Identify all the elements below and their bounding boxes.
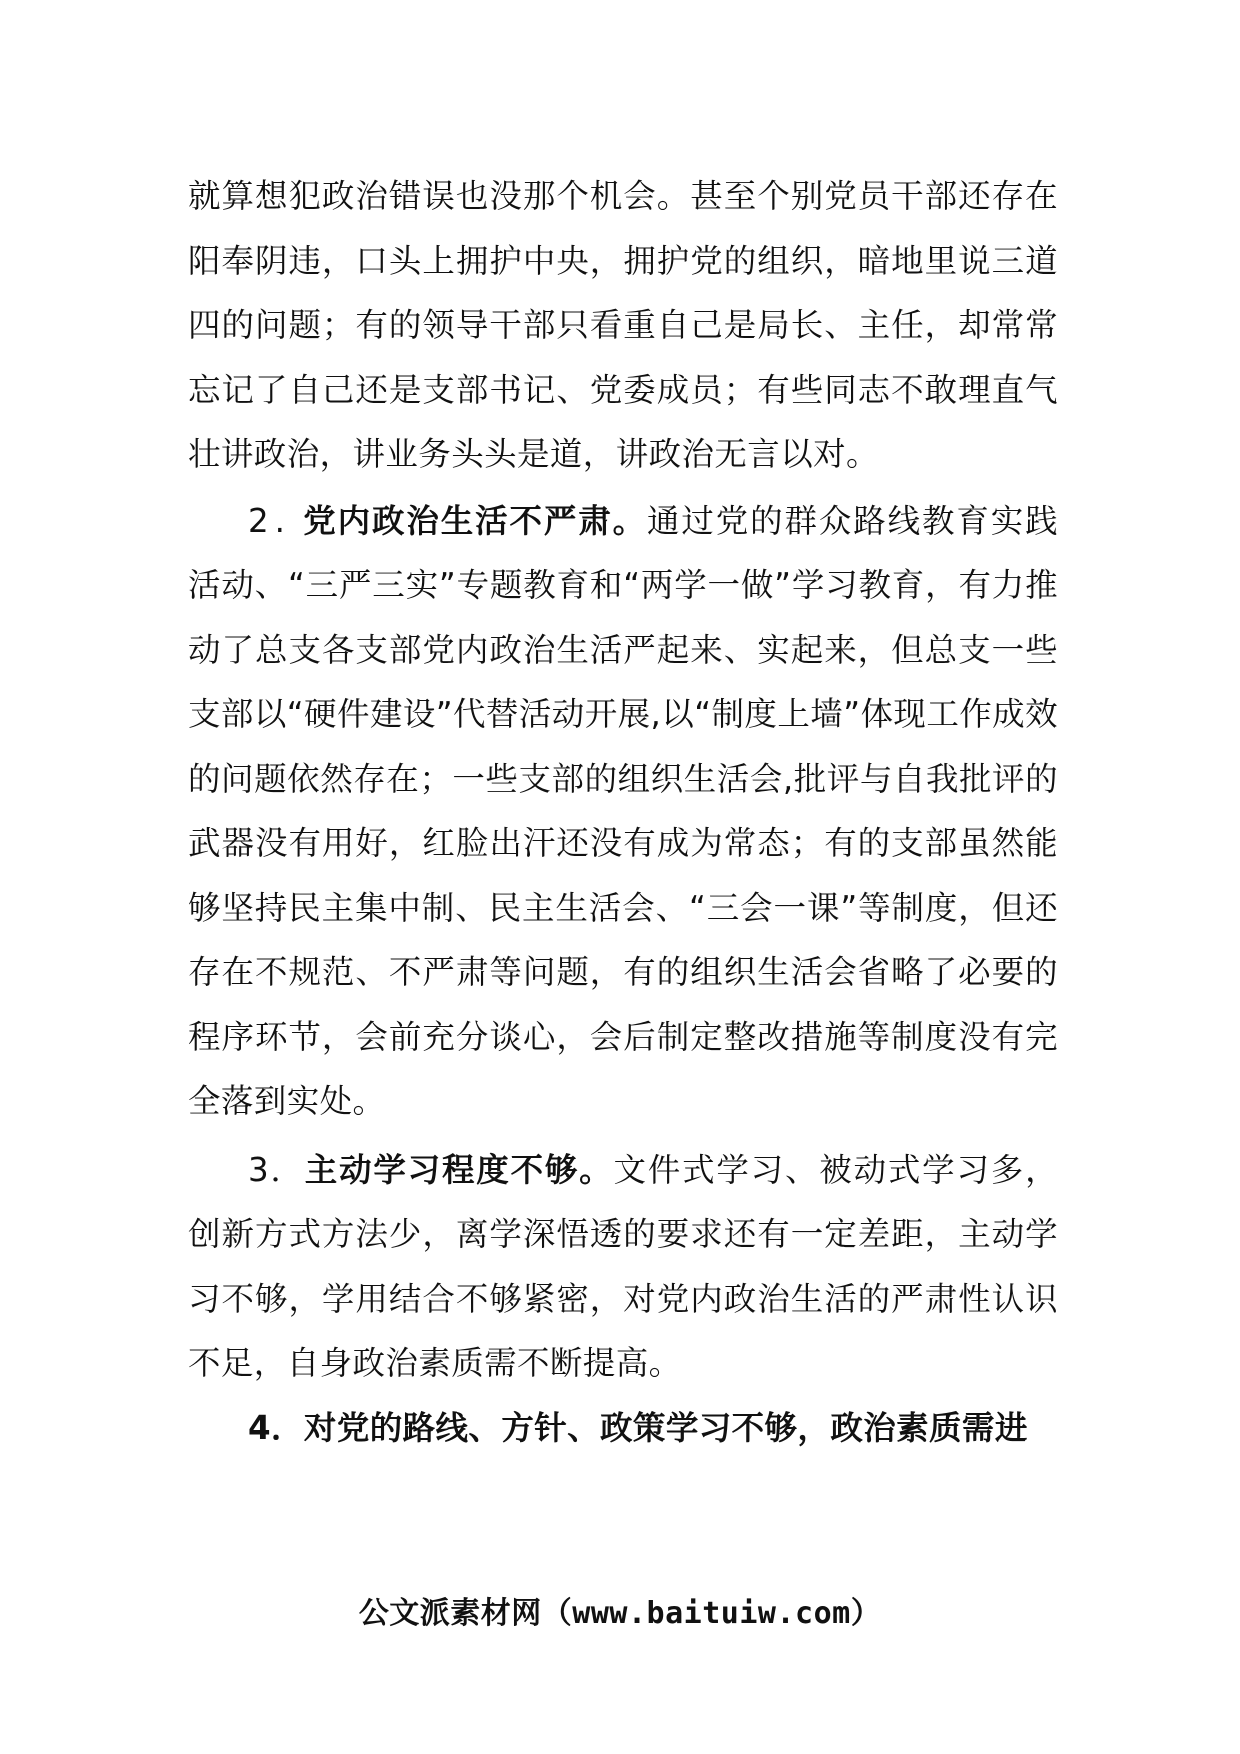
paragraph-3-text: 文件式学习、被动式学习多，创新方式方法少，离学深悟透的要求还有一定差距，主动学习不够，学用结合不够紧密，对党内政治生活的严肃性认识不足，自身政治素质需不断提高。 <box>188 1150 1058 1382</box>
footer-close-paren: ） <box>850 1596 882 1631</box>
footer-url: www.baituiw.com <box>572 1596 851 1631</box>
paragraph-2-text: 通过党的群众路线教育实践活动、“三严三实”专题教育和“两学一做”学习教育，有力推动了总支各支部党内政治生活严起来、实起来，但总支一些支部以“硬件建设”代替活动开展,以“制度上墙”体现工作成效的问题依然存在；一些支部的组织生活会,批评与自我批评的武器没有用好，红脸出汗还没有成为常态；有的支部虽然能够坚持民主集中制、民主生活会、“三会一课”等制度，但还存在不规范、不严肃等问题，有的组织生活会省略了必要的程序环节，会前充分谈心，会后制定整改措施等制度没有完全落到实处。 <box>188 501 1058 1120</box>
paragraph-4-number: 4． <box>248 1408 304 1447</box>
paragraph-4-heading: 对党的路线、方针、政策学习不够，政治素质需进 <box>303 1408 1028 1447</box>
document-body <box>188 164 1058 1460</box>
paragraph-4 <box>188 1396 1058 1461</box>
paragraph-1-text: 就算想犯政治错误也没那个机会。甚至个别党员干部还存在阳奉阴违，口头上拥护中央，拥护党的组织，暗地里说三道四的问题；有的领导干部只看重自己是局长、主任，却常常忘记了自己还是支部书记、党委成员；有些同志不敢理直气壮讲政治，讲业务头头是道，讲政治无言以对。 <box>188 177 1058 473</box>
footer-open-paren: （ <box>541 1596 573 1631</box>
paragraph-3 <box>188 1138 1058 1396</box>
paragraph-2-heading: 党内政治生活不严肃。 <box>303 501 647 540</box>
paragraph-2-number: 2. <box>248 501 292 540</box>
paragraph-1 <box>188 164 1058 487</box>
paragraph-2 <box>188 489 1058 1134</box>
footer-site-name: 公文派素材网 <box>358 1596 542 1631</box>
paragraph-3-number: 3． <box>248 1150 305 1189</box>
page-footer <box>0 1588 1240 1632</box>
paragraph-3-heading: 主动学习程度不够。 <box>304 1150 614 1189</box>
